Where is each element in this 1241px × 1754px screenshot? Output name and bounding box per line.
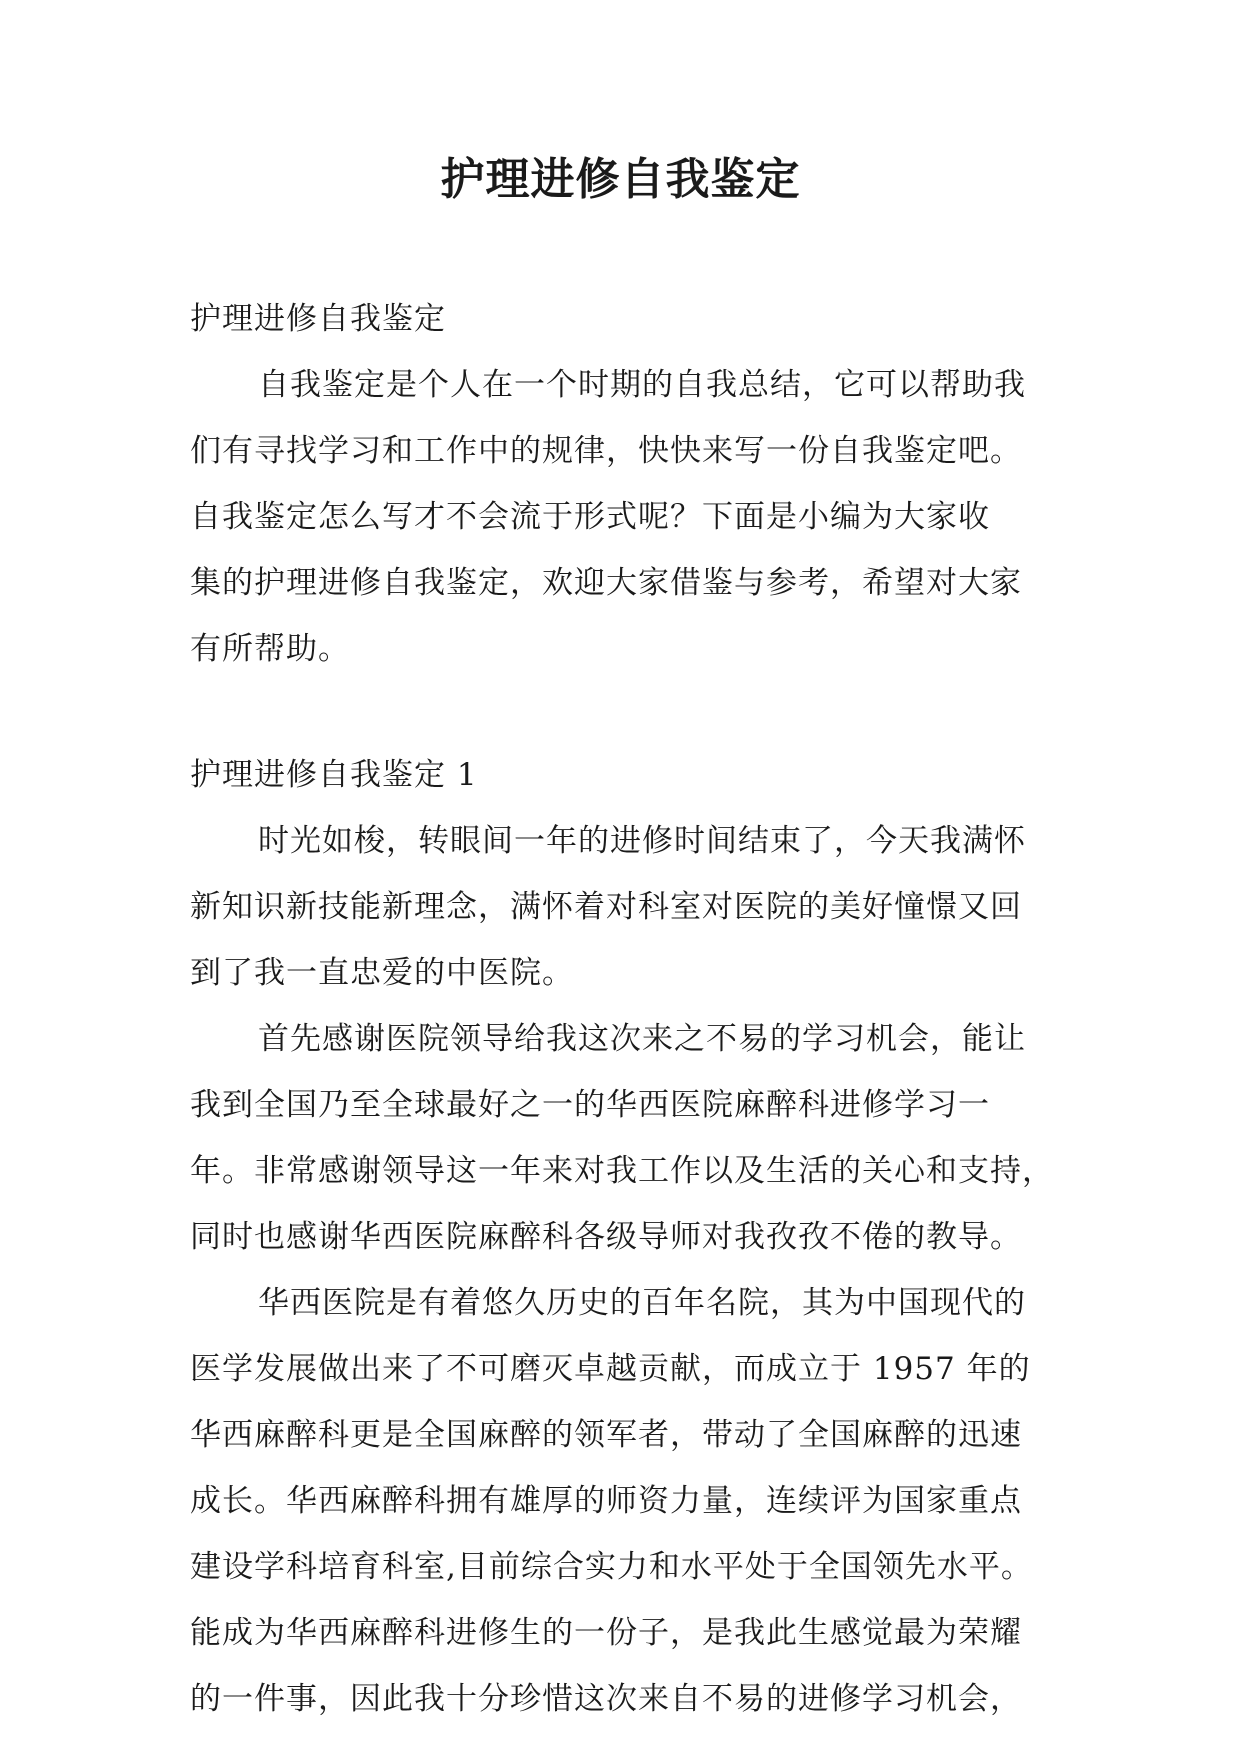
text-line: 有所帮助。 bbox=[190, 631, 350, 667]
text-line: 们有寻找学习和工作中的规律，快快来写一份自我鉴定吧。 bbox=[190, 433, 1022, 469]
text-line: 新知识新技能新理念，满怀着对科室对医院的美好憧憬又回 bbox=[190, 889, 1022, 925]
text-line: 华西麻醉科更是全国麻醉的领军者，带动了全国麻醉的迅速 bbox=[190, 1417, 1022, 1453]
text-line: 能成为华西麻醉科进修生的一份子，是我此生感觉最为荣耀 bbox=[190, 1615, 1022, 1651]
text-line: 年。非常感谢领导这一年来对我工作以及生活的关心和支持， bbox=[190, 1153, 1054, 1189]
text-line: 同时也感谢华西医院麻醉科各级导师对我孜孜不倦的教导。 bbox=[190, 1219, 1022, 1255]
text-line: 建设学科培育科室,目前综合实力和水平处于全国领先水平。 bbox=[190, 1549, 1033, 1585]
text-line: 自我鉴定是个人在一个时期的自我总结，它可以帮助我 bbox=[258, 367, 1026, 403]
text-line: 时光如梭，转眼间一年的进修时间结束了，今天我满怀 bbox=[258, 823, 1026, 859]
text-line: 护理进修自我鉴定 bbox=[190, 301, 446, 337]
text-line: 到了我一直忠爱的中医院。 bbox=[190, 955, 574, 991]
document-title: 护理进修自我鉴定 bbox=[440, 154, 801, 205]
text-line: 的一件事，因此我十分珍惜这次来自不易的进修学习机会， bbox=[190, 1681, 1022, 1717]
text-line: 首先感谢医院领导给我这次来之不易的学习机会，能让 bbox=[258, 1021, 1026, 1057]
text-line: 护理进修自我鉴定 1 bbox=[190, 757, 478, 793]
text-line: 我到全国乃至全球最好之一的华西医院麻醉科进修学习一 bbox=[190, 1087, 990, 1123]
paragraph-gap bbox=[190, 682, 1060, 742]
text-line: 自我鉴定怎么写才不会流于形式呢？下面是小编为大家收 bbox=[190, 499, 990, 535]
document-body bbox=[190, 286, 1060, 1732]
text-line: 成长。华西麻醉科拥有雄厚的师资力量，连续评为国家重点 bbox=[190, 1483, 1022, 1519]
text-line: 华西医院是有着悠久历史的百年名院，其为中国现代的 bbox=[258, 1285, 1026, 1321]
text-line: 医学发展做出来了不可磨灭卓越贡献，而成立于 1957 年的 bbox=[190, 1351, 1031, 1387]
text-line: 集的护理进修自我鉴定，欢迎大家借鉴与参考，希望对大家 bbox=[190, 565, 1022, 601]
